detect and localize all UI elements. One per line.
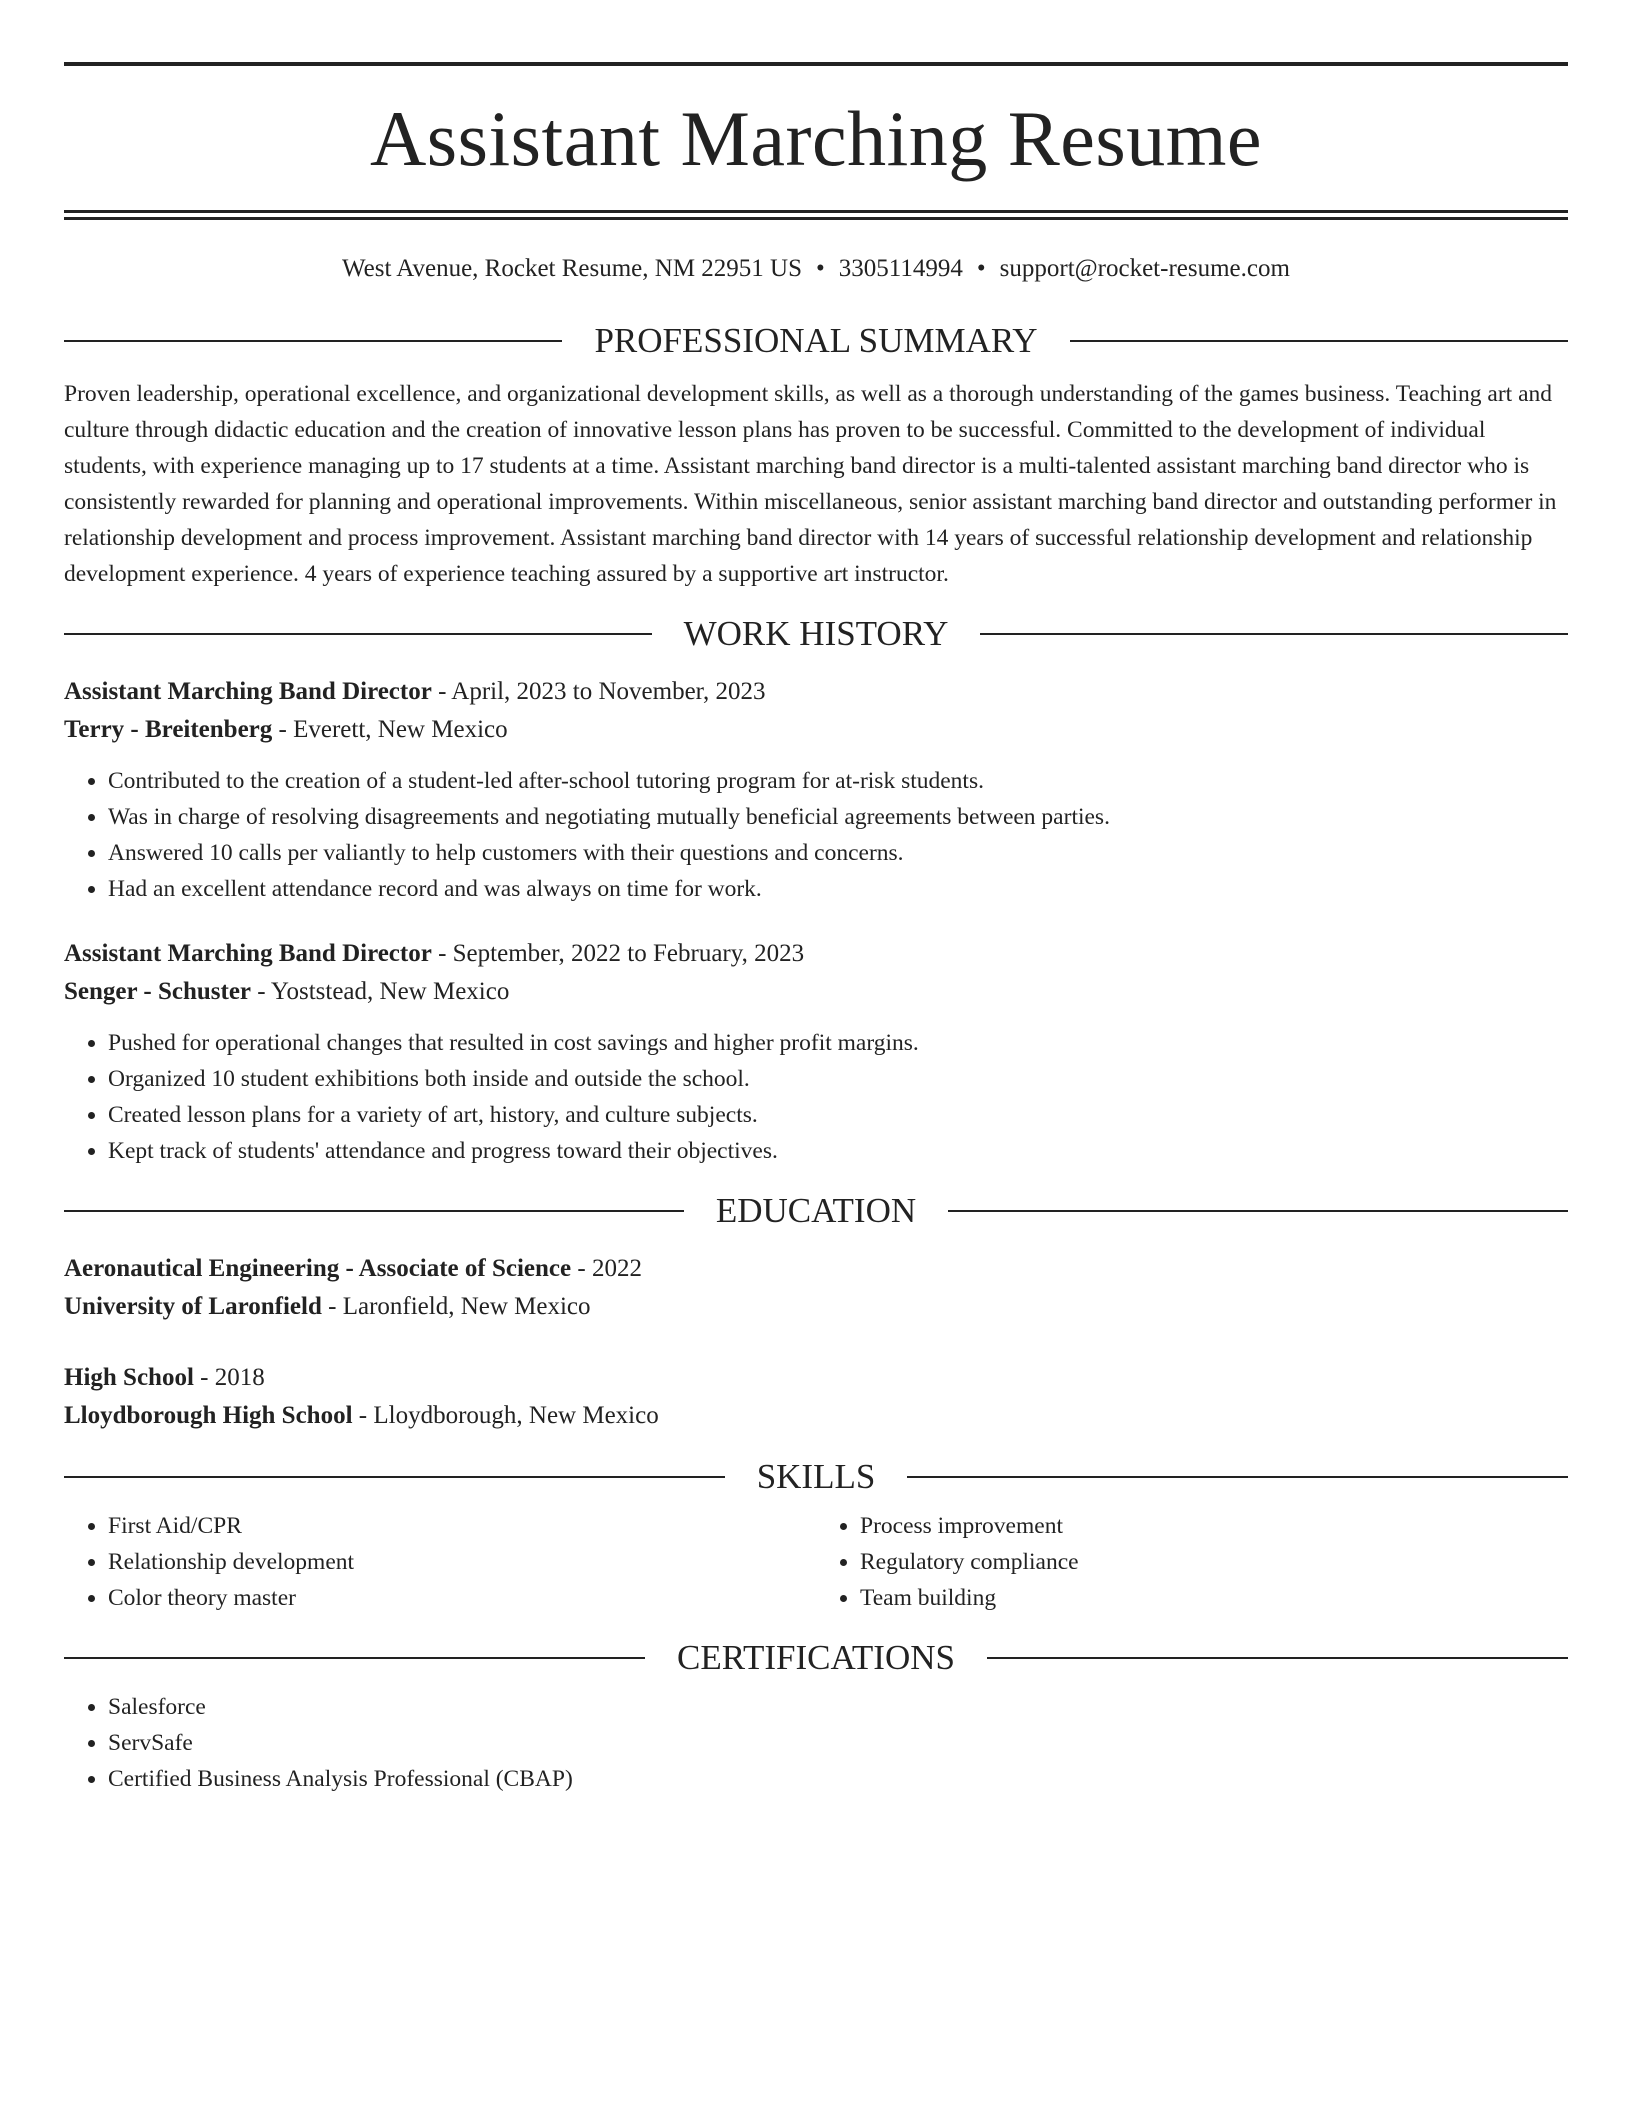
job-title: Assistant Marching Band Director	[64, 940, 432, 967]
certifications-list	[64, 1689, 1568, 1797]
section-heading-label: CERTIFICATIONS	[677, 1638, 955, 1677]
list-item: • Contributed to the creation of a student-led after-school tutoring program for at-risk students.	[108, 763, 1568, 799]
job-title-line	[64, 673, 1568, 711]
contact-separator: •	[976, 255, 986, 282]
job-location: - Everett, New Mexico	[272, 716, 508, 743]
education-entry	[64, 1250, 1568, 1326]
heading-rule-left	[64, 1657, 645, 1659]
job-company: Senger - Schuster	[64, 978, 252, 1005]
list-item: • Kept track of students' attendance and progress toward their objectives.	[108, 1133, 1568, 1169]
job-location: - Yoststead, New Mexico	[251, 978, 510, 1005]
contact-phone: 3305114994	[838, 255, 963, 282]
job-dates: - April, 2023 to November, 2023	[431, 678, 766, 705]
list-item: • Salesforce	[108, 1689, 1568, 1725]
top-rule	[64, 62, 1568, 66]
job-company: Terry - Breitenberg	[64, 716, 273, 743]
education-degree: Aeronautical Engineering - Associate of Science	[64, 1255, 572, 1282]
skills-list-left	[64, 1508, 816, 1616]
section-heading-label: EDUCATION	[715, 1191, 917, 1230]
list-item: • Regulatory compliance	[860, 1544, 1568, 1580]
job-title-line	[64, 935, 1568, 973]
section-heading-skills	[64, 1459, 1568, 1494]
skills-list-right	[816, 1508, 1568, 1616]
list-item: • Pushed for operational changes that resulted in cost savings and higher profit margins.	[108, 1025, 1568, 1061]
list-item: • Color theory master	[108, 1580, 816, 1616]
contact-address: West Avenue, Rocket Resume, NM 22951 US	[342, 255, 803, 282]
job-bullets	[64, 763, 1568, 907]
education-school-line	[64, 1397, 1568, 1435]
job-entry	[64, 673, 1568, 907]
heading-rule-left	[64, 633, 652, 635]
job-company-line	[64, 711, 1568, 749]
section-heading-work	[64, 616, 1568, 651]
list-item: • Was in charge of resolving disagreements and negotiating mutually beneficial agreements between parties.	[108, 799, 1568, 835]
list-item: • ServSafe	[108, 1725, 1568, 1761]
heading-rule-right	[1070, 340, 1568, 342]
list-item: • Answered 10 calls per valiantly to help customers with their questions and concerns.	[108, 835, 1568, 871]
education-school: University of Laronfield	[64, 1293, 322, 1320]
job-entry	[64, 935, 1568, 1169]
section-heading-label: PROFESSIONAL SUMMARY	[594, 321, 1038, 360]
section-heading-education	[64, 1193, 1568, 1228]
list-item: • Process improvement	[860, 1508, 1568, 1544]
heading-rule-left	[64, 340, 562, 342]
resume-title: Assistant Marching Resume	[369, 95, 1263, 182]
heading-rule-right	[907, 1476, 1568, 1478]
list-item: • Organized 10 student exhibitions both inside and outside the school.	[108, 1061, 1568, 1097]
education-entry	[64, 1359, 1568, 1435]
education-degree-line	[64, 1359, 1568, 1397]
section-heading-summary	[64, 323, 1568, 358]
list-item: • Team building	[860, 1580, 1568, 1616]
heading-rule-right	[948, 1210, 1568, 1212]
heading-rule-left	[64, 1476, 725, 1478]
list-item: • Relationship development	[108, 1544, 816, 1580]
contact-separator: •	[816, 255, 825, 282]
section-heading-certifications	[64, 1640, 1568, 1675]
section-heading-label: SKILLS	[756, 1457, 876, 1496]
heading-rule-right	[987, 1657, 1568, 1659]
section-heading-label: WORK HISTORY	[683, 614, 949, 653]
education-school: Lloydborough High School	[64, 1402, 353, 1429]
heading-rule-left	[64, 1210, 684, 1212]
job-dates: - September, 2022 to February, 2023	[431, 940, 805, 967]
summary-text: Proven leadership, operational excellence, and organizational development skills, as well as a thorough understanding of the games business. Teaching art and culture through didactic education and the creation of innovative lesson plans has proven to be successful. Committed to the development of individual students, with experience managing up to 17 students at a time. Assistant marching band director is a multi-talented assistant marching band director who is consistently rewarded for planning and operational improvements. Within miscellaneous, senior assistant marching band director and outstanding performer in relationship development and process improvement. Assistant marching band director with 14 years of successful relationship development and relationship development experience. 4 years of experience teaching assured by a supportive art instructor.	[64, 381, 1557, 587]
title-double-rule	[64, 210, 1568, 220]
list-item: • Certified Business Analysis Professional (CBAP)	[108, 1761, 1568, 1797]
education-location: - Lloydborough, New Mexico	[352, 1402, 659, 1429]
list-item: • Created lesson plans for a variety of art, history, and culture subjects.	[108, 1097, 1568, 1133]
education-degree: High School	[64, 1364, 194, 1391]
education-school-line	[64, 1288, 1568, 1326]
education-degree-line	[64, 1250, 1568, 1288]
heading-rule-right	[980, 633, 1568, 635]
list-item: • First Aid/CPR	[108, 1508, 816, 1544]
education-year: - 2022	[571, 1255, 642, 1282]
job-company-line	[64, 973, 1568, 1011]
job-title: Assistant Marching Band Director	[64, 678, 432, 705]
education-year: - 2018	[193, 1364, 265, 1391]
list-item: • Had an excellent attendance record and was always on time for work.	[108, 871, 1568, 907]
contact-line	[64, 256, 1568, 281]
education-location: - Laronfield, New Mexico	[321, 1293, 591, 1320]
job-bullets	[64, 1025, 1568, 1169]
contact-email: support@rocket-resume.com	[999, 255, 1290, 282]
skills-grid	[64, 1508, 1568, 1616]
